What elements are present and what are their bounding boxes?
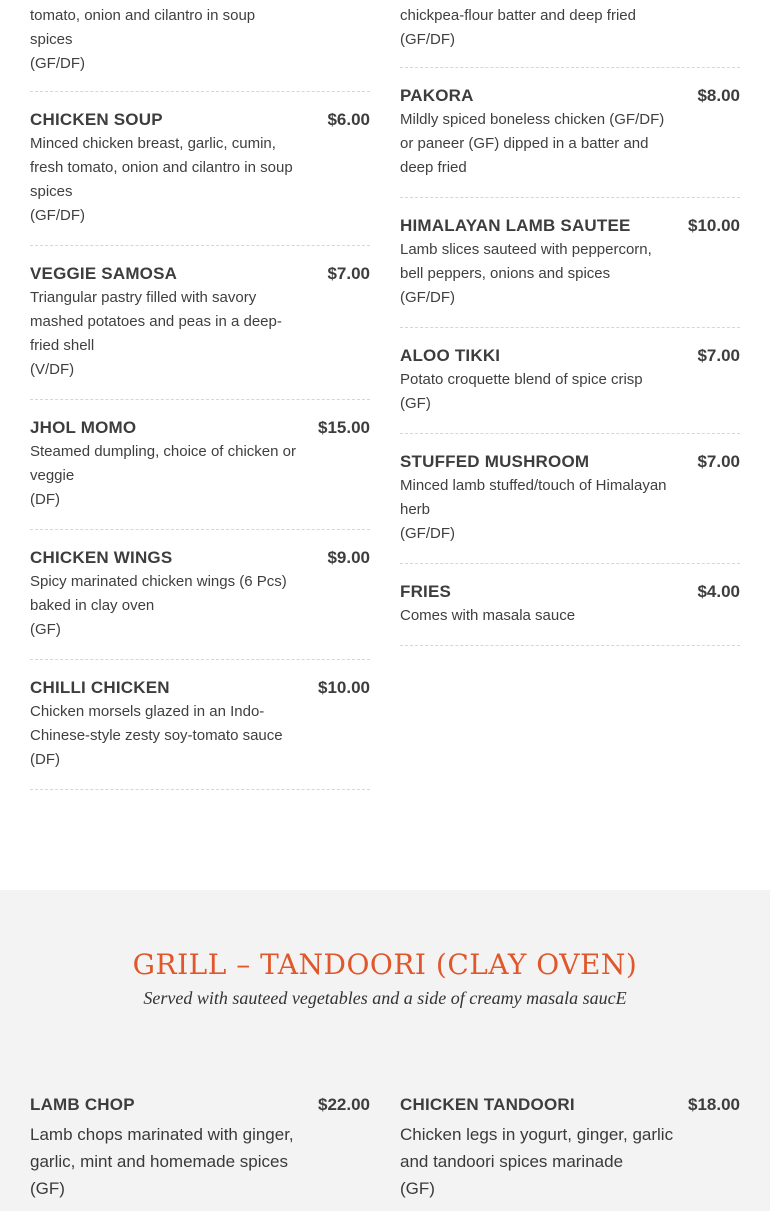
item-description: Spicy marinated chicken wings (6 Pcs) baked in clay oven xyxy=(30,573,287,614)
section-title: GRILL – TANDOORI (CLAY OVEN) xyxy=(132,948,638,981)
item-description: Potato croquette blend of spice crisp xyxy=(400,371,643,388)
item-name: CHILLI CHICKEN xyxy=(30,678,170,697)
item-description: Minced chicken breast, garlic, cumin, fresh tomato, onion and cilantro in soup spices xyxy=(30,135,293,200)
item-name: FRIES xyxy=(400,582,452,601)
grill-tandoori-section xyxy=(0,890,770,1211)
item-description: Comes with masala sauce xyxy=(400,607,576,624)
item-name: JHOL MOMO xyxy=(30,418,137,437)
item-diet-tag: (GF/DF) xyxy=(400,525,455,542)
item-name: ALOO TIKKI xyxy=(400,346,501,365)
item-description: Triangular pastry filled with savory mashed potatoes and peas in a deep-fried shell xyxy=(30,289,282,354)
menu-item-fries xyxy=(400,564,740,646)
item-name: VEGGIE SAMOSA xyxy=(30,264,178,283)
starters-left-column xyxy=(30,0,370,790)
item-name: PAKORA xyxy=(400,86,474,105)
item-price: $10.00 xyxy=(688,216,740,235)
menu-item-partial-left xyxy=(30,0,370,92)
menu-item-chicken-wings xyxy=(30,530,370,660)
item-description: Chicken legs in yogurt, ginger, garlic and tandoori spices marinade xyxy=(400,1125,674,1171)
item-price: $15.00 xyxy=(318,418,370,437)
item-description: chickpea-flour batter and deep fried xyxy=(400,7,636,24)
menu-item-chicken-tandoori xyxy=(400,1095,740,1202)
menu-item-aloo-tikki xyxy=(400,328,740,434)
item-diet-tag: (GF/DF) xyxy=(30,55,85,72)
item-price: $7.00 xyxy=(697,346,740,365)
item-name: CHICKEN WINGS xyxy=(30,548,173,567)
menu-item-chilli-chicken xyxy=(30,660,370,790)
item-price: $7.00 xyxy=(327,264,370,283)
item-diet-tag: (DF) xyxy=(30,751,60,768)
starters-right-column xyxy=(400,0,740,646)
item-name: LAMB CHOP xyxy=(30,1095,135,1114)
item-diet-tag: (GF/DF) xyxy=(30,207,85,224)
menu-item-himalayan-lamb-sautee xyxy=(400,198,740,328)
item-description: Mildly spiced boneless chicken (GF/DF) or paneer (GF) dipped in a batter and deep fried xyxy=(400,111,665,176)
section-subtitle: Served with sauteed vegetables and a side of creamy masala saucE xyxy=(143,988,627,1008)
item-diet-tag: (GF/DF) xyxy=(400,289,455,306)
menu-item-stuffed-mushroom xyxy=(400,434,740,564)
item-price: $22.00 xyxy=(318,1095,370,1114)
item-description: tomato, onion and cilantro in soup spices xyxy=(30,7,256,48)
item-diet-tag: (DF) xyxy=(30,491,60,508)
item-name: CHICKEN TANDOORI xyxy=(400,1095,575,1114)
item-price: $18.00 xyxy=(688,1095,740,1114)
item-diet-tag: (V/DF) xyxy=(30,361,75,378)
item-diet-tag: (GF) xyxy=(30,621,61,638)
item-price: $8.00 xyxy=(697,86,740,105)
item-diet-tag: (GF) xyxy=(400,395,431,412)
item-description: Chicken morsels glazed in an Indo-Chinese-style zesty soy-tomato sauce xyxy=(30,703,283,744)
menu-item-lamb-chop xyxy=(30,1095,370,1202)
item-price: $10.00 xyxy=(318,678,370,697)
menu-item-chicken-soup xyxy=(30,92,370,246)
item-price: $9.00 xyxy=(327,548,370,567)
menu-item-jhol-momo xyxy=(30,400,370,530)
item-diet-tag: (GF/DF) xyxy=(400,31,455,48)
menu-item-partial-right xyxy=(400,0,740,68)
item-name: CHICKEN SOUP xyxy=(30,110,163,129)
item-price: $6.00 xyxy=(327,110,370,129)
item-name: STUFFED MUSHROOM xyxy=(400,452,590,471)
item-price: $7.00 xyxy=(697,452,740,471)
item-diet-tag: (GF) xyxy=(400,1179,435,1198)
menu-item-veggie-samosa xyxy=(30,246,370,400)
item-description: Lamb chops marinated with ginger, garlic, mint and homemade spices xyxy=(30,1125,294,1171)
item-name: HIMALAYAN LAMB SAUTEE xyxy=(400,216,631,235)
menu-item-pakora xyxy=(400,68,740,198)
item-diet-tag: (GF) xyxy=(30,1179,65,1198)
item-description: Steamed dumpling, choice of chicken or veggie xyxy=(30,443,296,484)
item-description: Lamb slices sauteed with peppercorn, bell peppers, onions and spices xyxy=(400,241,652,282)
item-description: Minced lamb stuffed/touch of Himalayan herb xyxy=(400,477,667,518)
item-price: $4.00 xyxy=(697,582,740,601)
